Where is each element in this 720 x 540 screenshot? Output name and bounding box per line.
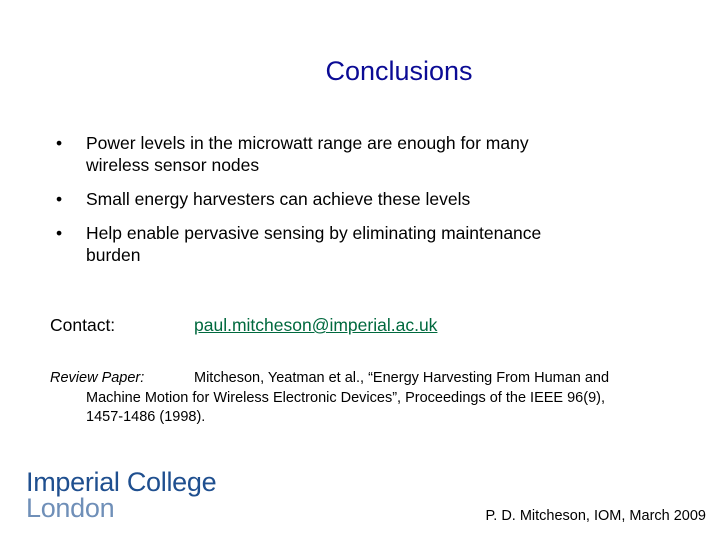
bullet-marker: • [56, 223, 63, 243]
contact-email-link[interactable]: paul.mitcheson@imperial.ac.uk [194, 315, 438, 335]
bullet-line: Small energy harvesters can achieve these levels [86, 189, 471, 209]
review-label: Review Paper: [50, 370, 145, 386]
logo-line-2: London [26, 493, 115, 523]
bullet-item [56, 132, 676, 176]
bullet-line: Help enable pervasive sensing by eliminating maintenance [86, 223, 542, 243]
review-line: Machine Motion for Wireless Electronic Devices”, Proceedings of the IEEE 96(9), [86, 389, 605, 406]
bullet-marker: • [56, 133, 63, 153]
bullet-item [56, 222, 676, 266]
bullet-text [86, 188, 676, 210]
review-paper [50, 369, 690, 428]
bullet-line: Power levels in the microwatt range are enough for many [86, 133, 529, 153]
bullet-marker: • [56, 189, 63, 209]
review-first-line [50, 369, 690, 389]
review-line: 1457-1486 (1998). [86, 409, 206, 425]
footer-credit: P. D. Mitcheson, IOM, March 2009 [485, 508, 706, 524]
bullet-line: burden [86, 245, 141, 265]
bullet-list [56, 132, 676, 278]
bullet-item [56, 188, 676, 210]
logo-line-1: Imperial College [26, 467, 217, 497]
bullet-text [86, 132, 676, 176]
contact-label: Contact: [50, 315, 116, 335]
slide-title: Conclusions [325, 56, 473, 86]
review-line: Mitcheson, Yeatman et al., “Energy Harvesting From Human and [194, 370, 610, 386]
bullet-line: wireless sensor nodes [86, 155, 260, 175]
bullet-text [86, 222, 676, 266]
contact-row [50, 314, 690, 336]
imperial-college-logo [26, 469, 216, 521]
